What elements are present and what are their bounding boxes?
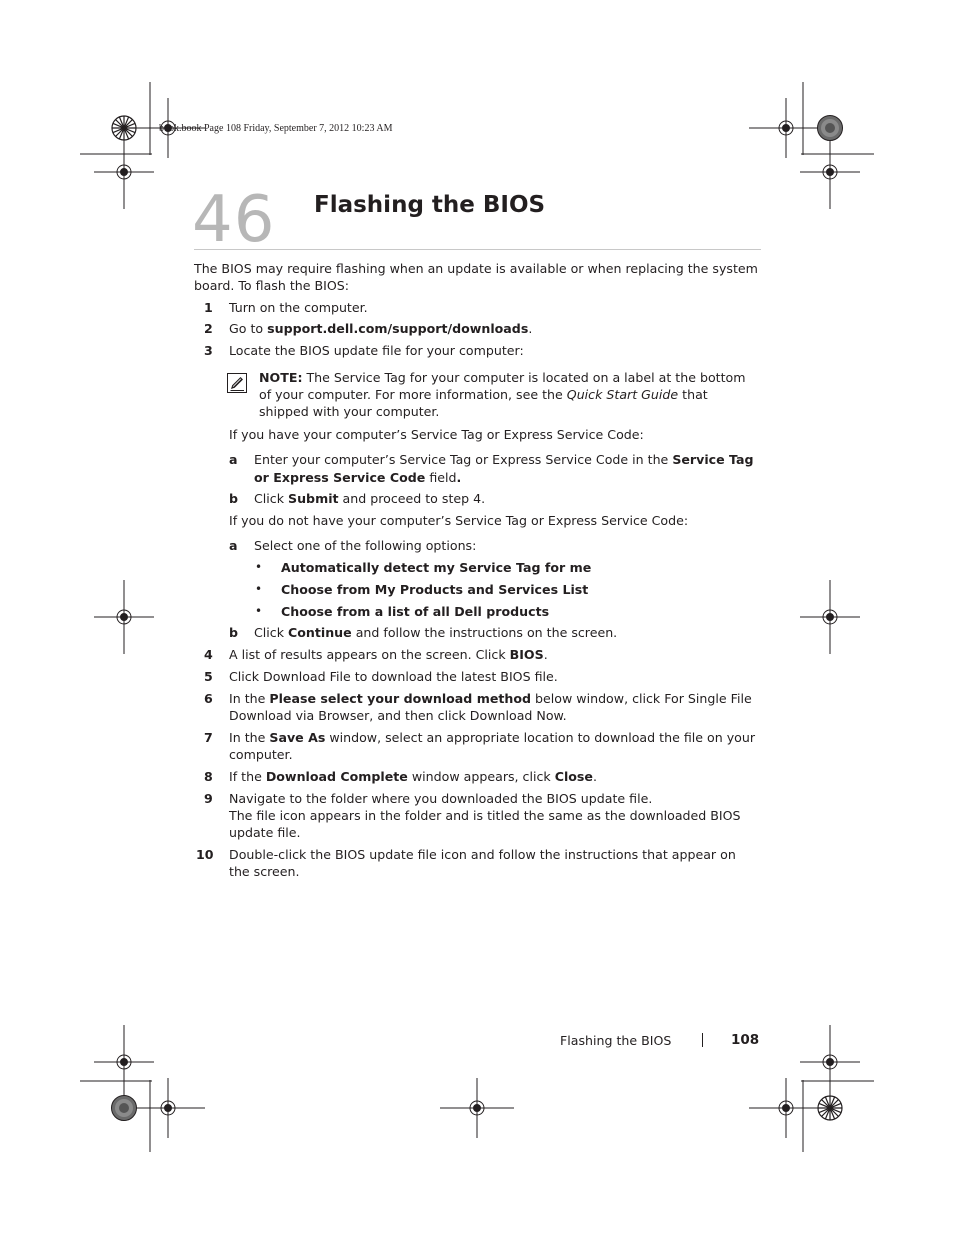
footer-separator: [702, 1033, 703, 1047]
step-number: 6: [204, 691, 213, 706]
note-line-1: NOTE: The Service Tag for your computer is located on a label at the bottom: [259, 370, 746, 385]
step-number: 7: [204, 730, 213, 745]
intro-line-2: board. To flash the BIOS:: [194, 278, 350, 293]
bullet: •: [255, 582, 263, 596]
substep-text: Enter your computer’s Service Tag or Express Service Code in the Service Tag: [254, 452, 754, 467]
note-line-2: of your computer. For more information, see the Quick Start Guide that: [259, 387, 708, 402]
substep-letter: a: [229, 538, 238, 553]
note-label: NOTE:: [259, 370, 303, 385]
substep-text: Click Continue and follow the instructions on the screen.: [254, 625, 618, 640]
option-item: Choose from My Products and Services List: [281, 582, 589, 597]
step-number: 8: [204, 769, 213, 784]
step-text: Locate the BIOS update file for your computer:: [229, 343, 524, 358]
substep-letter: b: [229, 625, 239, 640]
step-text-cont: update file.: [229, 825, 301, 840]
note-line-3: shipped with your computer.: [259, 404, 440, 419]
substep-text-cont: or Express Service Code field.: [254, 470, 462, 485]
footer-chapter-title: Flashing the BIOS: [560, 1033, 672, 1048]
option-item: Automatically detect my Service Tag for me: [281, 560, 592, 575]
chapter-number: 46: [192, 183, 276, 257]
pencil-note-icon: [227, 373, 247, 393]
chapter-title: Flashing the BIOS: [314, 192, 546, 218]
step-text: Navigate to the folder where you downloaded the BIOS update file.: [229, 791, 653, 806]
no-tag-text: If you do not have your computer’s Service Tag or Express Service Code:: [229, 513, 689, 528]
substep-letter: b: [229, 491, 239, 506]
step-text: Turn on the computer.: [229, 300, 368, 315]
step-text-cont: computer.: [229, 747, 293, 762]
step-number: 4: [204, 647, 213, 662]
step-number: 3: [204, 343, 213, 358]
step-text-cont: Download via Browser, and then click Download Now.: [229, 708, 567, 723]
bullet: •: [255, 560, 263, 574]
bullet: •: [255, 604, 263, 618]
quick-start-guide-ref: Quick Start Guide: [566, 387, 679, 402]
step-text: If the Download Complete window appears, click Close.: [229, 769, 597, 784]
step-number: 1: [204, 300, 213, 315]
page-number: 108: [731, 1032, 760, 1048]
substep-letter: a: [229, 452, 238, 467]
step-number: 2: [204, 321, 213, 336]
step-text: A list of results appears on the screen. Click BIOS.: [229, 647, 548, 662]
step-text: In the Save As window, select an appropriate location to download the file on your: [229, 730, 756, 745]
print-slug: book.book Page 108 Friday, September 7, 2012 10:23 AM: [159, 123, 393, 134]
title-rule: [194, 249, 761, 250]
have-tag-text: If you have your computer’s Service Tag or Express Service Code:: [229, 427, 644, 442]
substep-text: Click Submit and proceed to step 4.: [254, 491, 486, 506]
step-text: Go to support.dell.com/support/downloads.: [229, 321, 533, 336]
step-text-cont: The file icon appears in the folder and is titled the same as the downloaded BIOS: [229, 808, 741, 823]
substep-text: Select one of the following options:: [254, 538, 477, 553]
step-text: Double-click the BIOS update file icon and follow the instructions that appear on: [229, 847, 736, 862]
step-number: 10: [196, 847, 214, 862]
step-text: Click Download File to download the latest BIOS file.: [229, 669, 558, 684]
step-text: In the Please select your download method below window, click For Single File: [229, 691, 752, 706]
step-text-cont: the screen.: [229, 864, 300, 879]
step-number: 5: [204, 669, 213, 684]
step-number: 9: [204, 791, 213, 806]
downloads-url: support.dell.com/support/downloads: [267, 321, 529, 336]
option-item: Choose from a list of all Dell products: [281, 604, 550, 619]
intro-line-1: The BIOS may require flashing when an update is available or when replacing the system: [194, 261, 758, 276]
